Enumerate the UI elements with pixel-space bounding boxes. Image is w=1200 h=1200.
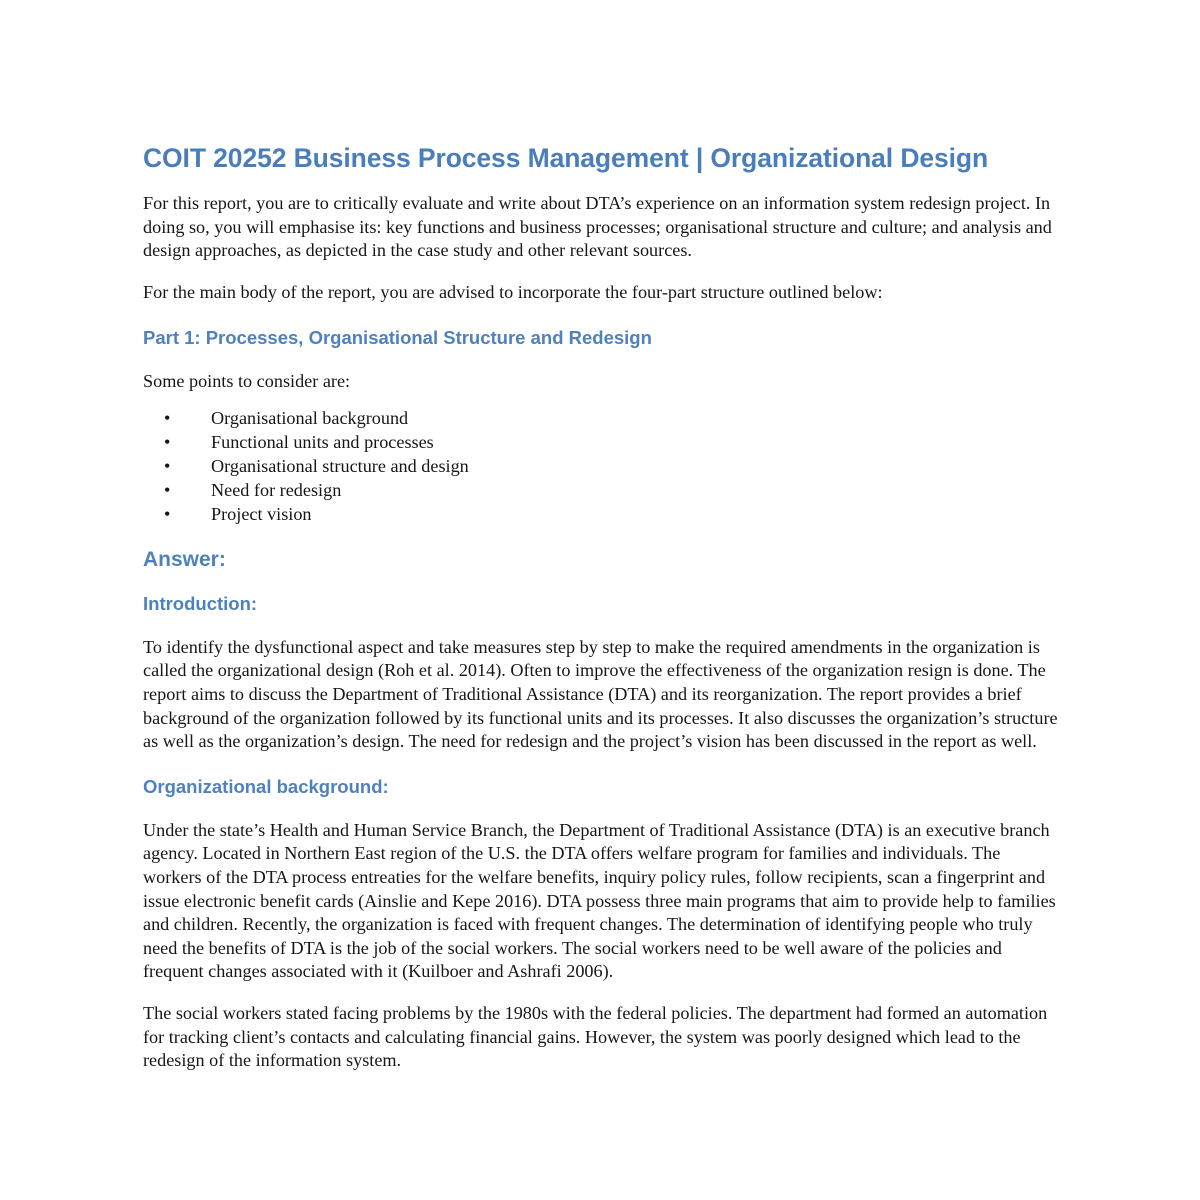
bullet-icon: •: [164, 503, 171, 524]
heading-answer: Answer:: [143, 548, 226, 572]
spacer: [143, 263, 1063, 281]
document-content: [143, 143, 1063, 1073]
spacer: [143, 526, 1063, 547]
spacer: [143, 615, 1063, 636]
bullet-icon: •: [164, 479, 171, 500]
background-paragraph-2: The social workers stated facing problems by the 1980s with the federal policies. The department had formed an automation for tracking client’s contacts and calculating financial gains. However, the system was poorly designed which lead to the redesign of the information system.: [143, 1002, 1048, 1071]
list-item-label: Project vision: [211, 503, 312, 524]
background-paragraph-1: Under the state’s Health and Human Service Branch, the Department of Traditional Assistance (DTA) is an executive branch agency. Located in Northern East region of the U.S. the DTA offers welfare program for families and individuals. The workers of the DTA process entreaties for the welfare benefits, inquiry policy rules, follow recipients, scan a fingerprint and issue electronic benefit cards (Ainslie and Kepe 2016). DTA possess three main programs that aim to provide help to families and children. Recently, the organization is faced with frequent changes. The determination of identifying people who truly need the benefits of DTA is the job of the social workers. The social workers need to be well aware of the policies and frequent changes associated with it (Kuilboer and Ashrafi 2006).: [143, 819, 1056, 982]
list-item-label: Need for redesign: [211, 479, 342, 500]
spacer: [143, 349, 1063, 370]
intro-paragraph-1: For this report, you are to critically evaluate and write about DTA’s experience on an information system redesign project. In doing so, you will emphasise its: key functions and business processes; organisational structure and culture; and analysis and design approaches, as depicted in the case study and other relevant sources.: [143, 193, 1052, 261]
list-item-label: Organisational background: [211, 408, 409, 429]
spacer: [143, 984, 1063, 1002]
list-item-label: Organisational structure and design: [211, 455, 469, 476]
points-lead-in: Some points to consider are:: [143, 370, 351, 391]
spacer: [143, 574, 1063, 592]
bullet-icon: •: [164, 432, 171, 453]
list-item: [143, 431, 1063, 455]
list-item-label: Functional units and processes: [211, 432, 434, 453]
intro-paragraph-2: For the main body of the report, you are advised to incorporate the four-part structure outlined below:: [143, 282, 883, 303]
spacer: [143, 305, 1063, 326]
list-item: [143, 407, 1063, 431]
list-item: [143, 479, 1063, 503]
heading-organizational-background: Organizational background:: [143, 775, 389, 797]
page-title: COIT 20252 Business Process Management | Organizational Design: [143, 143, 989, 173]
heading-part-1: Part 1: Processes, Organisational Structure and Redesign: [143, 326, 652, 348]
list-item: [143, 503, 1063, 527]
heading-introduction: Introduction:: [143, 592, 258, 614]
bullet-icon: •: [164, 408, 171, 429]
spacer: [143, 798, 1063, 819]
bullet-icon: •: [164, 455, 171, 476]
spacer: [143, 393, 1063, 407]
introduction-paragraph: To identify the dysfunctional aspect and take measures step by step to make the required amendments in the organization is called the organizational design (Roh et al. 2014). Often to improve the effectiveness of the organization resign is done. The report aims to discuss the Department of Traditional Assistance (DTA) and its reorganization. The report provides a brief background of the organization followed by its functional units and its processes. It also discusses the organization’s structure as well as the organization’s design. The need for redesign and the project’s vision has been discussed in the report as well.: [143, 636, 1058, 752]
list-item: [143, 455, 1063, 479]
consideration-points-list: [143, 407, 1063, 526]
spacer: [143, 754, 1063, 775]
